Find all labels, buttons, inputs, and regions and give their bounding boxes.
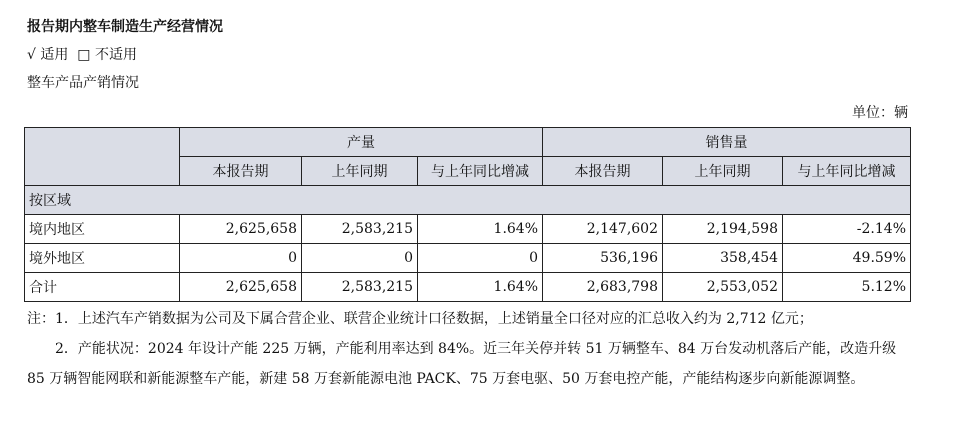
table-subtitle: 整车产品产销情况 bbox=[27, 75, 139, 91]
notes-block bbox=[27, 304, 915, 394]
corner-cell bbox=[25, 128, 180, 186]
section-row bbox=[25, 186, 911, 215]
sub-header: 本报告期 bbox=[180, 157, 302, 186]
sub-header: 上年同期 bbox=[663, 157, 783, 186]
table-row bbox=[25, 244, 911, 273]
table-cell: 49.59% bbox=[783, 244, 911, 273]
not-applicable-label: 不适用 bbox=[94, 47, 137, 63]
table-cell: 2,194,598 bbox=[663, 215, 783, 244]
table-cell: 0 bbox=[302, 244, 418, 273]
table-row bbox=[25, 215, 911, 244]
section-title: 报告期内整车制造生产经营情况 bbox=[27, 19, 223, 35]
sub-header: 上年同期 bbox=[302, 157, 418, 186]
row-label: 合计 bbox=[25, 273, 180, 302]
table-cell: 1.64% bbox=[418, 273, 543, 302]
note-1: 注：1．上述汽车产销数据为公司及下属合营企业、联营企业统计口径数据，上述销量全口径对应的汇总收入约为 2,712 亿元； bbox=[27, 311, 813, 327]
note-2: 2．产能状况：2024 年设计产能 225 万辆，产能利用率达到 84%。近三年关停并转 51 万辆整车、84 万台发动机落后产能，改造升级 85 万辆智能网联和新能源整车产能，新建 58 万套新能源电池 PACK、75 万套电驱、50 万套电控产能，产能结构逐步向新能源调整。 bbox=[27, 341, 897, 387]
table-cell: 1.64% bbox=[418, 215, 543, 244]
table-row bbox=[25, 273, 911, 302]
table-cell: 2,553,052 bbox=[663, 273, 783, 302]
sub-header: 本报告期 bbox=[543, 157, 663, 186]
row-label: 境内地区 bbox=[25, 215, 180, 244]
table-cell: 2,583,215 bbox=[302, 215, 418, 244]
table-cell: 2,147,602 bbox=[543, 215, 663, 244]
checkmark-icon: √ bbox=[27, 47, 36, 63]
table-cell: 2,625,658 bbox=[180, 273, 302, 302]
checkbox-icon: □ bbox=[77, 47, 91, 63]
table-cell: 5.12% bbox=[783, 273, 911, 302]
applicability-line bbox=[27, 44, 137, 64]
table-cell: 0 bbox=[180, 244, 302, 273]
group-header-sales: 销售量 bbox=[543, 128, 911, 157]
table-cell: 2,683,798 bbox=[543, 273, 663, 302]
table-cell: 358,454 bbox=[663, 244, 783, 273]
production-sales-table bbox=[24, 127, 911, 302]
table-cell: -2.14% bbox=[783, 215, 911, 244]
section-label: 按区域 bbox=[25, 186, 911, 215]
group-header-production: 产量 bbox=[180, 128, 543, 157]
sub-header: 与上年同比增减 bbox=[418, 157, 543, 186]
applicable-label: 适用 bbox=[40, 47, 69, 63]
group-header-row bbox=[25, 128, 911, 157]
table-cell: 2,583,215 bbox=[302, 273, 418, 302]
table-cell: 2,625,658 bbox=[180, 215, 302, 244]
sub-header: 与上年同比增减 bbox=[783, 157, 911, 186]
row-label: 境外地区 bbox=[25, 244, 180, 273]
table-cell: 536,196 bbox=[543, 244, 663, 273]
unit-label: 单位：辆 bbox=[852, 105, 908, 121]
table-cell: 0 bbox=[418, 244, 543, 273]
